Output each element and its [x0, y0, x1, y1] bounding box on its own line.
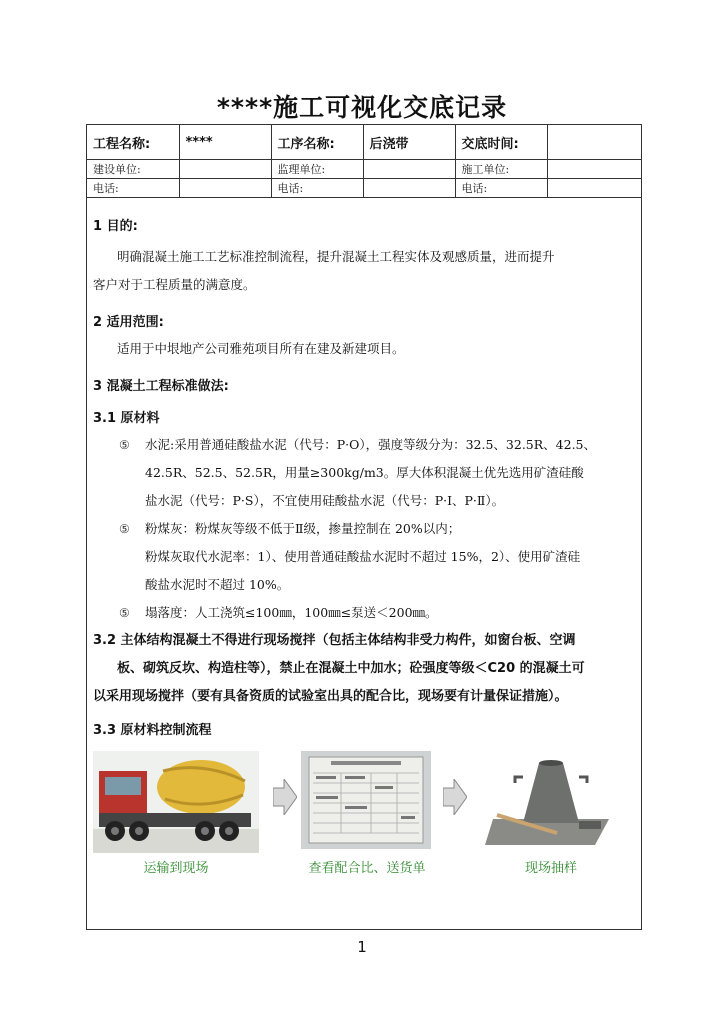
page-number: 1: [357, 938, 367, 956]
bullet-icon: ⑤: [119, 438, 130, 452]
bullet-icon: ⑤: [119, 522, 130, 536]
handover-time-label: 交底时间:: [455, 125, 547, 160]
page-title: ****施工可视化交底记录: [216, 93, 508, 122]
section-3-2-line2: 板、砌筑反坎、构造柱等），禁止在混凝土中加水；砼强度等级＜C20 的混凝土可: [117, 661, 585, 676]
supervisor-phone-value: [363, 179, 455, 198]
arrow-right-icon: [443, 779, 467, 819]
step-caption-check-documents: 查看配合比、送货单: [308, 861, 426, 876]
project-name-value: ****: [179, 125, 271, 160]
supervisor-phone-label: 电话:: [271, 179, 363, 198]
section-3-1-title: 3.1 原材料: [93, 411, 160, 426]
section-2-title: 2 适用范围:: [93, 315, 164, 330]
supervisor-value: [363, 160, 455, 179]
owner-phone-value: [179, 179, 271, 198]
section-3-2-line1: 3.2 主体结构混凝土不得进行现场搅拌（包括主体结构非受力构件，如窗台板、空调: [93, 633, 576, 648]
section-1-title: 1 目的:: [93, 219, 138, 234]
mix-ratio-document-image: [301, 751, 431, 849]
section-3-title: 3 混凝土工程标准做法:: [93, 379, 229, 394]
section-3-2-line3: 以采用现场搅拌（要有具备资质的试验室出具的配合比，现场要有计量保证措施）。: [93, 689, 568, 704]
owner-label: 建设单位:: [87, 160, 179, 179]
project-name-label: 工程名称:: [87, 125, 179, 160]
flyash-line2: 粉煤灰取代水泥率：1）、使用普通硅酸盐水泥时不超过 15%，2）、使用矿渣硅: [145, 549, 581, 564]
section-3-3-title: 3.3 原材料控制流程: [93, 723, 212, 738]
owner-phone-label: 电话:: [87, 179, 179, 198]
section-1-text-line1: 明确混凝土施工工艺标准控制流程，提升混凝土工程实体及观感质量，进而提升: [117, 249, 555, 264]
process-name-label: 工序名称:: [271, 125, 363, 160]
section-1-text-line2: 客户对于工程质量的满意度。: [93, 277, 256, 292]
cement-line3: 盐水泥（代号：P·S），不宜使用硅酸盐水泥（代号：P·Ⅰ、P·Ⅱ）。: [145, 493, 505, 508]
slump-cone-image: [483, 753, 619, 849]
header-table: [87, 125, 641, 198]
cement-line2: 42.5R、52.5、52.5R，用量≥300kg/m3。厚大体积混凝土优先选用矿渣硅酸: [145, 465, 584, 480]
supervisor-label: 监理单位:: [271, 160, 363, 179]
step-caption-sampling: 现场抽样: [524, 861, 577, 876]
handover-time-value: [547, 125, 641, 160]
contractor-phone-label: 电话:: [455, 179, 547, 198]
flyash-line3: 酸盐水泥时不超过 10%。: [145, 577, 290, 592]
slump-line: 塌落度：人工浇筑≤100㎜，100㎜≤泵送＜200㎜。: [145, 605, 438, 620]
flyash-line1: 粉煤灰：粉煤灰等级不低于Ⅱ级，掺量控制在 20%以内；: [145, 521, 461, 536]
owner-value: [179, 160, 271, 179]
step-caption-transport: 运输到现场: [143, 861, 209, 876]
truck-image: [93, 751, 259, 853]
section-2-text: 适用于中垠地产公司雅苑项目所有在建及新建项目。: [117, 341, 405, 356]
process-name-value: 后浇带: [363, 125, 455, 160]
cement-line1: 水泥:采用普通硅酸盐水泥（代号：P·O），强度等级分为：32.5、32.5R、42.5、: [145, 437, 597, 452]
bullet-icon: ⑤: [119, 606, 130, 620]
arrow-right-icon: [273, 779, 297, 819]
contractor-phone-value: [547, 179, 641, 198]
contractor-value: [547, 160, 641, 179]
contractor-label: 施工单位:: [455, 160, 547, 179]
record-form: [86, 124, 642, 930]
